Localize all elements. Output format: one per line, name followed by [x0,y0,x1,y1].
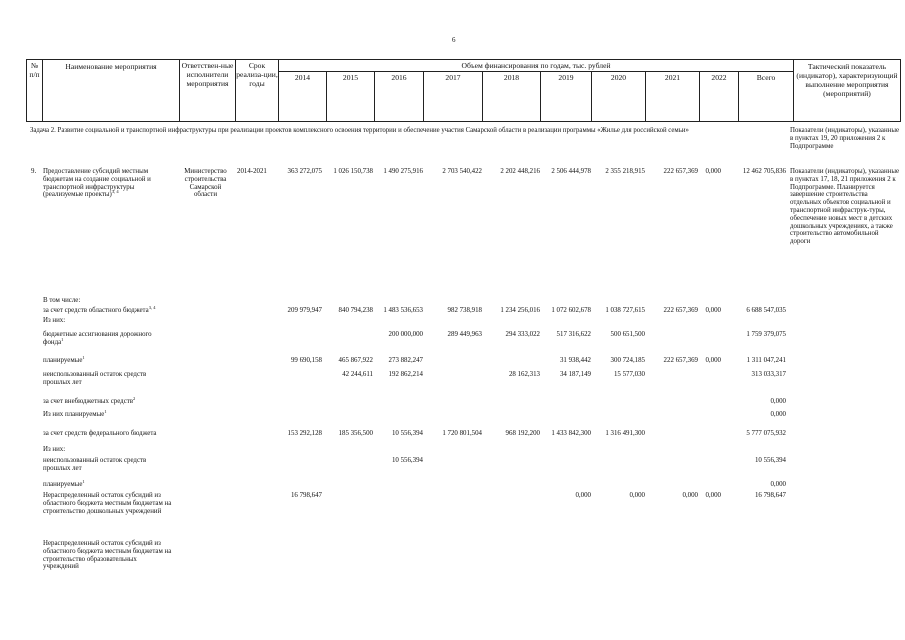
table-cell-value: 222 657,369 [663,168,698,175]
table-cell-value: 465 867,922 [338,357,373,364]
row-label-text: неиспользованный остаток средств прошлых лет [43,457,147,472]
table-cell-value: 153 292,128 [287,430,322,437]
row-label-sup: 1 [61,336,64,342]
table-cell-value: 500 651,500 [610,331,645,338]
row-label-text: за счет внебюджетных средств [43,398,134,405]
table-cell-value: 289 449,963 [447,331,482,338]
table-cell-value: 0,000 [629,492,645,499]
row-label-text: за счет средств областного бюджета [43,307,149,314]
table-cell-value: 42 244,611 [342,371,373,378]
table-cell-value: 222 657,369 [663,357,698,364]
row-label-text: бюджетные ассигнования дорожного фонда [43,331,152,346]
row-label [43,307,155,315]
table-cell-value: 222 657,369 [663,307,698,314]
table-cell-value: 1 759 379,075 [746,331,786,338]
row-label-text: за счет средств федерального бюджета [43,430,157,437]
row-label [43,398,135,406]
row-label [43,430,157,438]
header-funding-title: Объем финансирования по годам, тыс. рублей [461,61,611,70]
item-name-sup: 3, 4 [111,189,119,195]
row-label-text: планируемые [43,357,83,364]
row-label [43,540,173,571]
header-term: Срок реализа-ции, годы [236,61,278,88]
table-cell-value: 31 938,442 [559,357,591,364]
table-cell-value: 0,000 [770,411,786,418]
row-label [43,371,161,387]
row-label [43,481,85,489]
header-num: № п/п [29,61,40,79]
table-cell-value: 1 026 150,738 [333,168,373,175]
header-year: 2020 [610,73,627,82]
row-label [43,317,65,325]
table-cell-value: 313 033,317 [751,371,786,378]
table-cell-value: 1 720 801,504 [442,430,482,437]
table-cell-value: 185 356,500 [338,430,373,437]
header-responsible: Ответствен-ные исполнители мероприятия [181,61,234,88]
table-cell-value: 968 192,200 [505,430,540,437]
row-label [43,331,173,347]
row-label-sup: 2 [133,396,136,401]
table-cell-value: 2 506 444,978 [551,168,591,175]
table-cell-value: 16 798,647 [290,492,322,499]
task-indicator: Показатели (индикаторы), указанные в пунктах 19, 20 приложения 2 к Подпрограмме [790,127,900,150]
row-label [43,446,65,454]
table-cell-value: 2 355 218,915 [605,168,645,175]
table-cell-value: 6 688 547,035 [746,307,786,314]
header-year: 2014 [294,73,311,82]
table-cell-value: 10 556,394 [391,457,423,464]
header-year: 2022 [711,73,727,82]
row-label-text: В том числе: [43,297,81,304]
table-cell-value: 2 202 448,216 [500,168,540,175]
table-cell-value: 34 187,149 [559,371,591,378]
table-cell-value: 0,000 [705,168,721,175]
table-cell-value: 0,000 [705,307,721,314]
table-cell-value: 1 483 536,653 [383,307,423,314]
table-cell-value: 1 311 047,241 [746,357,786,364]
table-cell-value: 0,000 [682,492,698,499]
item-name-text: Предоставление субсидий местным бюджетам на создание социальной и транспортной инфраструктуры (реализуемые проекты) [43,168,151,199]
item-name [43,168,176,199]
row-label-text: Из них планируемые [43,411,105,418]
table-cell-value: 1 038 727,615 [605,307,645,314]
page-number: 6 [452,36,456,44]
header-year: 2019 [558,73,574,82]
row-label-sup: 3, 4 [148,305,156,310]
table-cell-value: 363 272,075 [287,168,322,175]
table-cell-value: 99 690,158 [290,357,322,364]
table-cell-value: 0,000 [770,481,786,488]
row-label-text: планируемые [43,481,83,488]
table-cell-value: 1 072 602,678 [551,307,591,314]
table-cell-value: 982 738,918 [447,307,482,314]
header-year: 2017 [445,73,461,82]
row-label-sup: 1 [104,409,107,414]
table-header [26,59,901,122]
row-label-sup: 1 [82,355,85,360]
table-cell-value: 273 882,247 [388,357,423,364]
item-term: 2014-2021 [237,168,267,175]
table-cell-value: 10 556,394 [391,430,423,437]
table-cell-value: 1 234 256,016 [500,307,540,314]
table-cell-value: 300 724,185 [610,357,645,364]
header-year: 2021 [664,73,681,82]
header-year: 2015 [342,73,359,82]
row-label [43,411,107,419]
table-cell-value: 1 433 842,300 [551,430,591,437]
item-responsible: Министерство строительства Самарской области [184,168,227,199]
table-cell-value: 0,000 [705,492,721,499]
header-year: 2016 [391,73,407,82]
table-cell-value: 200 000,000 [388,331,423,338]
table-cell-value: 840 794,238 [338,307,373,314]
table-cell-value: 5 777 075,932 [746,430,786,437]
row-label-text: Нераспределенный остаток субсидий из областного бюджета местным бюджетам на строительство образовательных учреждений [43,540,172,571]
row-label-text: Из них: [43,317,66,324]
item-number: 9. [31,168,37,175]
row-label [43,357,85,365]
table-cell-value: 28 162,313 [508,371,540,378]
table-cell-value: 2 703 540,422 [442,168,482,175]
header-year: 2018 [503,73,520,82]
table-cell-value: 15 577,030 [613,371,645,378]
table-cell-value: 16 798,647 [754,492,786,499]
header-year: Всего [756,73,776,82]
table-cell-value: 517 316,622 [556,331,591,338]
header-name: Наименование мероприятия [65,62,157,71]
row-label [43,297,80,305]
table-cell-value: 192 862,214 [388,371,423,378]
table-cell-value: 10 556,394 [754,457,786,464]
table-cell-value: 1 490 275,916 [383,168,423,175]
task-title: Задача 2. Развитие социальной и транспортной инфраструктуры при реализации проектов комплексного освоения территории и обеспечение участия Самарской области в реализации программы «Жилье для российской семьи» [30,127,689,134]
table-cell-value: 0,000 [705,357,721,364]
row-label [43,492,173,515]
table-cell-value: 1 316 491,300 [605,430,645,437]
item-indicator: Показатели (индикаторы), указанные в пунктах 17, 18, 21 приложения 2 к Подпрограмме. Планируется завершение строительства отдельных объектов социальной и транспортной инфраструк-туры, обеспечение новых мест в детских дошкольных учреждениях, а также строительство автомобильной дороги [790,168,900,246]
row-label-text: Нераспределенный остаток субсидий из областного бюджета местным бюджетам на строительство дошкольных учреждений [43,492,172,515]
table-cell-value: 0,000 [770,398,786,405]
table-cell-value: 12 462 705,836 [742,168,786,175]
table-cell-value: 0,000 [575,492,591,499]
row-label-sup: 1 [82,479,85,484]
table-cell-value: 209 979,947 [287,307,322,314]
header-indicator: Тактический показатель (индикатор), характеризующий выполнение мероприятия (мероприятий) [796,62,898,98]
row-label [43,457,161,473]
table-cell-value: 294 333,022 [505,331,540,338]
row-label-text: Из них: [43,446,66,453]
row-label-text: неиспользованный остаток средств прошлых лет [43,371,147,386]
